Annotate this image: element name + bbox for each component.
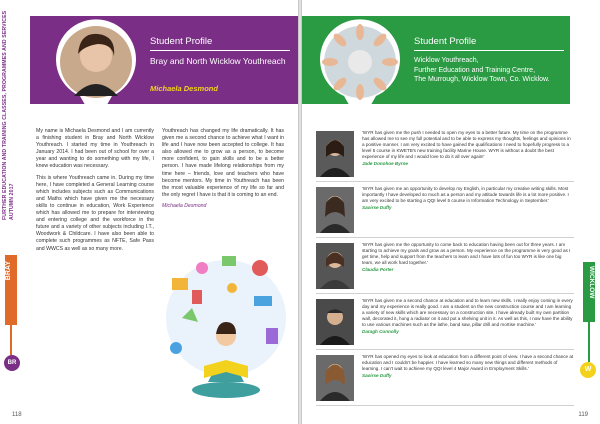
title-rule <box>150 50 290 51</box>
side-banner: FURTHER EDUCATION AND TRAINING CLASSES, PROGRAMMES AND SERVICES AUTUMN 2017 <box>2 10 15 220</box>
testimonial-item <box>316 240 574 294</box>
testimonial-name: Daragh Connolly <box>362 329 399 334</box>
testimonial-quote: 'WYR has given me the push I needed to open my eyes to a better future. My time on the programme has allowed me to see my full potential and to be able to express my thoughts, feelings and opinions in a positive manner. I am very excited to have gained the qualifications I need to hopefully progress to a level 5 course in KWETB's new training facility Marine House. WYR is without a doubt the best experience of my life and I would love to do it all over again!' <box>362 130 571 159</box>
profile-title: Student Profile <box>150 36 213 47</box>
group-photo-pin <box>314 16 406 128</box>
left-page <box>0 0 298 424</box>
testimonial-quote: 'WYR has given me a second chance at education and to learn new skills. I really enjoy coming in every day and my experience is really good. I am a student on the new construction course and I am learning a variety of new skills which are necessary on a construction site. I have already built my own partition wall, decorated it, hung a radiator on it and put a shelving unit in it. As well as this, I now have the ability to use various machines such as the lathe, band saw, pillar drill and mortise machine.' <box>362 298 573 327</box>
testimonial-quote: 'WYR has given me the opportunity to come back to education having been out for three years. I am starting to achieve my goals and grow as a person. My experience on the programme is very good as I get time, help and support from the teachers to learn and I have lots of fun too WYR is like one big team, we all work hard together.' <box>362 242 571 265</box>
body-column-b <box>162 128 284 214</box>
region-tab-wicklow: WICKLOW <box>583 262 595 322</box>
testimonial-quote: 'WYR has given me an opportunity to develop my English, in particular my creative writing skills. Most importantly I have developed so much as a person and my attitude towards life is a lot more positive. I am very excited to be starting a QQI level 5 course in Information Technology in September.' <box>362 186 569 203</box>
testimonial-name: Saoirse Duffy <box>362 205 392 210</box>
testimonial-name: Saoirse Duffy <box>362 373 392 378</box>
testimonial-text <box>362 354 574 379</box>
title-rule <box>414 50 564 51</box>
profile-title: Student Profile <box>414 36 477 47</box>
student-photo <box>316 131 354 177</box>
right-page <box>302 0 600 424</box>
profile-header <box>302 16 570 104</box>
testimonial-item <box>316 296 574 350</box>
profile-header <box>30 16 298 104</box>
profile-subtitle: Wicklow Youthreach, Further Education and Training Centre, The Murrough, Wicklow Town, Co. Wicklow. <box>414 57 550 83</box>
profile-name: Michaela Desmond <box>150 84 218 93</box>
student-photo <box>316 243 354 289</box>
page-number: 119 <box>578 412 588 418</box>
testimonials-list <box>316 128 574 408</box>
region-line <box>10 325 12 355</box>
signature: Michaela Desmond <box>162 202 207 209</box>
region-code-badge: W <box>580 362 596 378</box>
student-photo <box>316 355 354 401</box>
page-number: 118 <box>12 412 22 418</box>
student-photo <box>316 299 354 345</box>
testimonial-text <box>362 298 574 335</box>
testimonial-text <box>362 130 574 167</box>
region-code-badge: BR <box>4 355 20 371</box>
testimonial-name: Claudia Porter <box>362 267 394 272</box>
paragraph: This is where Youthreach came in. During my time here, I have completed a General Learning course which includes subjects such as Communications and Maths which have given me the necessary skills to continue in education, Work Experience which has allowed me to prepare for interviewing and entering college and the workforce in the future and a variety of other subjects including I.T., Woodwork & Childcare. I have also been able to complete such programmes as NFTE, Safe Pass and WWCS as well as so many more. <box>36 174 154 252</box>
testimonial-quote: 'WYR has opened my eyes to look at education from a different point of view. I have a second chance at education and I couldn't be happier. I have learned so many new things and different methods of learning. I can't wait to achieve my QQI level 4 Major Award in Employment Skills.' <box>362 354 574 371</box>
testimonial-item <box>316 128 574 182</box>
testimonial-item <box>316 352 574 406</box>
paragraph: My name is Michaela Desmond and I am currently a finishing student in Bray and North Wicklow Youthreach. I started my time in Youthreach in January 2014. I had been out of school for over a year and wanting to do something with my life, I knew education was necessary. <box>36 128 154 170</box>
body-column-a <box>36 128 154 257</box>
testimonial-text <box>362 186 574 211</box>
region-line <box>588 322 590 362</box>
profile-photo-pin <box>50 16 142 128</box>
testimonial-item <box>316 184 574 238</box>
testimonial-text <box>362 242 574 273</box>
region-tab-bray: BRAY <box>5 255 17 325</box>
reading-student-illustration <box>162 248 290 410</box>
paragraph: Youthreach has changed my life dramatically. It has given me a second chance to achieve what I want in life and I have now been accepted to college. It has also allowed me to grow as a person, to become more confident, to gain skills and to be a better person. I have made lifelong relationships from my time here – friends, love and teachers who have become mentors. My time in Youthreach has been the most valuable experience of my life so far and the only regret I have is that it is coming to an end. <box>162 128 284 198</box>
profile-subtitle: Bray and North Wicklow Youthreach <box>150 56 286 66</box>
student-photo <box>316 187 354 233</box>
testimonial-name: Jade Donohoe Byrne <box>362 161 408 166</box>
